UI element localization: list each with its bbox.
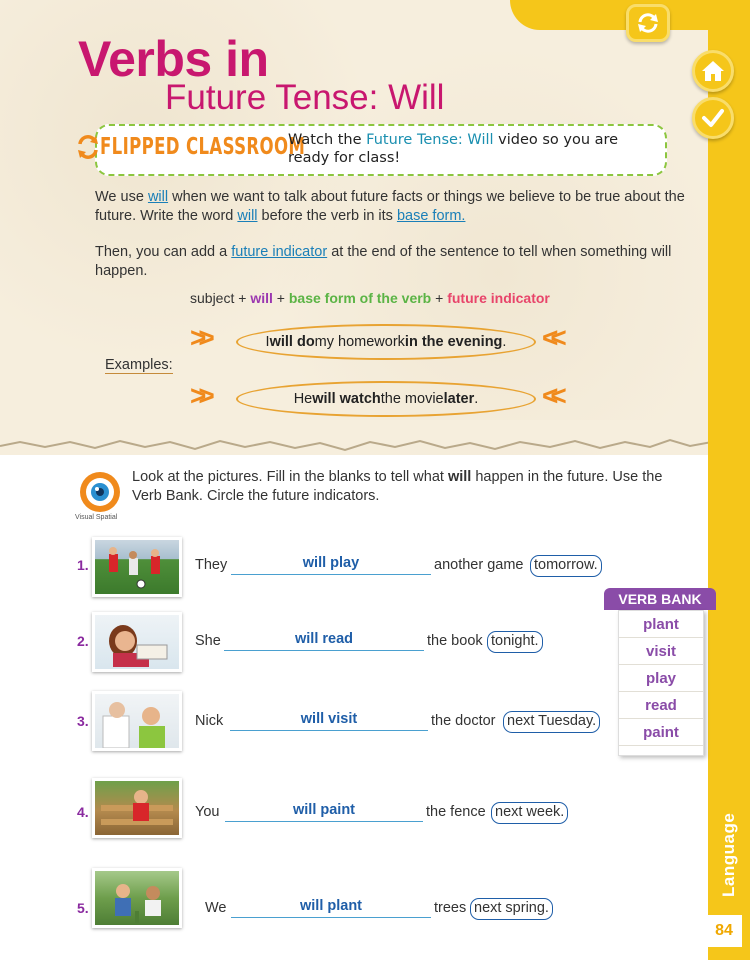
soccer-picture [92, 537, 182, 597]
exercise-rest: the book [427, 633, 483, 649]
answer-blank[interactable]: will play [231, 555, 431, 575]
page-number: 84 [706, 915, 742, 947]
exercise-subject: They [195, 557, 228, 573]
sync-button[interactable] [626, 4, 670, 42]
page-subtitle: Future Tense: Will [165, 78, 445, 117]
future-indicator-circled[interactable]: next week. [491, 802, 568, 824]
keyword-will: will [237, 208, 258, 224]
exercise-subject: You [195, 804, 220, 820]
exercise-number: 4. [77, 804, 89, 820]
example-sentence-1: I will do my homework in the evening . [236, 324, 536, 360]
verb-bank-title: VERB BANK [604, 588, 716, 610]
verb-bank-item: read [619, 692, 703, 719]
flip-arrows-icon [76, 134, 100, 160]
keyword-will: will [147, 189, 169, 205]
home-button[interactable] [692, 50, 734, 92]
video-title: Future Tense: Will [366, 132, 494, 148]
chevron-left-icon: << [542, 322, 559, 353]
home-icon [701, 60, 725, 82]
exercise-rest: another game [434, 557, 524, 573]
exercise-number: 2. [77, 633, 89, 649]
doctor-visit-image [95, 694, 179, 748]
chevron-right-icon: >> [190, 322, 207, 353]
chevron-right-icon: >> [190, 380, 207, 411]
exercise-instructions: Look at the pictures. Fill in the blanks to tell what will happen in the future. Use the Verb Bank. Circle the future indicators. [132, 469, 663, 504]
verb-bank-item: plant [619, 611, 703, 638]
example-sentence-2: He will watch the movie later . [236, 381, 536, 417]
torn-paper-edge [0, 420, 712, 465]
painting-picture [92, 778, 182, 838]
boy-painting-fence-image [95, 781, 179, 835]
answer-blank[interactable]: will plant [231, 898, 431, 918]
exercise-subject: She [195, 633, 221, 649]
chevron-left-icon: << [542, 380, 559, 411]
planting-picture [92, 868, 182, 928]
future-indicator-circled[interactable]: tonight. [487, 631, 543, 653]
verb-bank-item: play [619, 665, 703, 692]
keyword-base-form: base form. [396, 208, 466, 224]
doctor-picture [92, 691, 182, 751]
answer-blank[interactable]: will paint [225, 802, 423, 822]
section-label: Language [719, 812, 738, 898]
girl-reading-image [95, 615, 179, 669]
check-button[interactable] [692, 97, 734, 139]
flipped-classroom-instructions: Watch the Future Tense: Will video so you are ready for class! [288, 132, 619, 166]
answer-blank[interactable]: will visit [230, 711, 428, 731]
intro-paragraph-2: Then, you can add a future indicator at the end of the sentence to tell when something will happen. [95, 244, 672, 279]
verb-bank-item: paint [619, 719, 703, 746]
exercise-number: 5. [77, 900, 89, 916]
sentence-formula: subject + will + base form of the verb + future indicator [190, 290, 550, 306]
soccer-players-image [95, 540, 179, 594]
page-title: Verbs in [78, 31, 269, 87]
exercise-number: 1. [77, 557, 89, 573]
answer-blank[interactable]: will read [224, 631, 424, 651]
visual-spatial-label: Visual Spatial [75, 514, 118, 521]
intro-paragraph-1: We use will when we want to talk about future facts or things we believe to be true about the future. Write the word will before the verb in its base form. [95, 189, 685, 224]
exercise-number: 3. [77, 713, 89, 729]
exercise-subject: Nick [195, 713, 224, 729]
visual-spatial-icon [78, 470, 122, 514]
verb-bank-item: visit [619, 638, 703, 665]
exercise-rest: trees [434, 900, 467, 916]
refresh-icon [635, 11, 661, 35]
checkmark-icon [701, 108, 725, 128]
exercise-rest: the doctor [431, 713, 496, 729]
verb-bank [618, 610, 704, 756]
flipped-classroom-text: FLIPPED CLASSROOM [100, 134, 306, 160]
keyword-future-indicator: future indicator [231, 244, 328, 260]
examples-label: Examples: [105, 357, 173, 373]
future-indicator-circled[interactable]: next spring. [470, 898, 553, 920]
exercise-rest: the fence [426, 804, 486, 820]
children-planting-image [95, 871, 179, 925]
reading-picture [92, 612, 182, 672]
future-indicator-circled[interactable]: next Tuesday. [503, 711, 600, 733]
exercise-subject: We [205, 900, 227, 916]
future-indicator-circled[interactable]: tomorrow. [530, 555, 602, 577]
